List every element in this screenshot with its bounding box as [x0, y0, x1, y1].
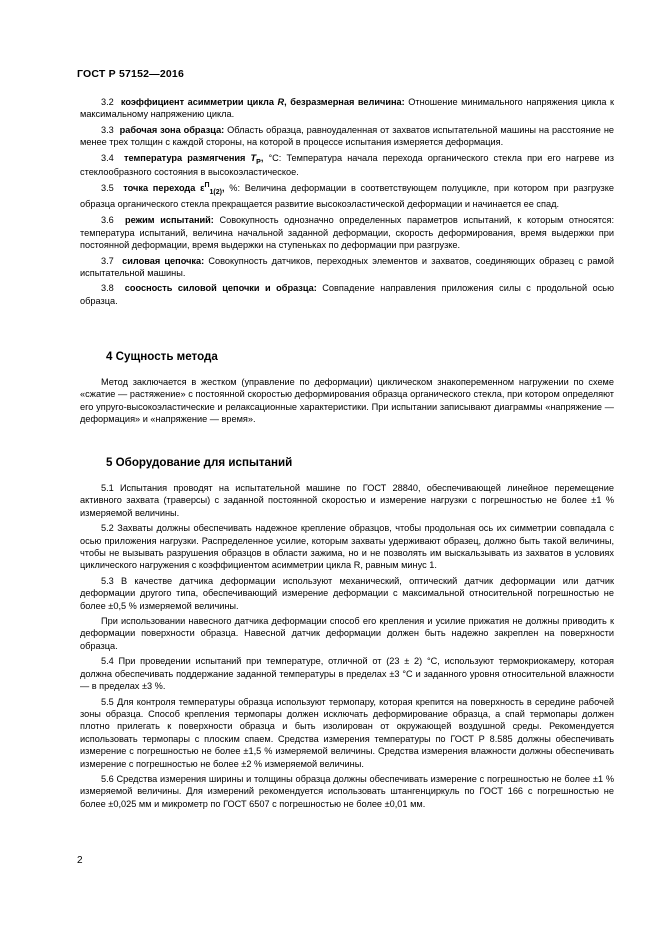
section-5-title: 5 Оборудование для испытаний [106, 456, 293, 469]
paragraph-5-3: 5.3 В качестве датчика деформации используют механический, оптический датчик деформации или датчик деформации другого типа, обеспечивающий измерение деформации с максимальной относительной погрешностью не более ±0,5 % измеряемой величины. [80, 575, 614, 611]
paragraph-5-4: 5.4 При проведении испытаний при температуре, отличной от (23 ± 2) °С, используют термокриокамеру, которая должна обеспечивать поддержание заданной температуры в пределах ±3 °С и заданного уровня относительной влажности — в пределах ±3 %. [80, 656, 614, 692]
section-4-body [80, 376, 614, 429]
paragraph-5-1: 5.1 Испытания проводят на испытательной машине по ГОСТ 28840, обеспечивающей линейное перемещение активного захвата (траверсы) с заданной постоянной скоростью и измерение нагрузки с погрешностью не более ±1 % измеряемой величины. [80, 483, 614, 518]
definition-3-4: 3.4 температура размягчения $T_P$, °С: Температура начала перехода органического стекла при его нагреве из стеклообразного состояния в высокоэластическое. [80, 152, 614, 178]
paragraph-5-2: 5.2 Захваты должны обеспечивать надежное крепление образцов, чтобы продольная ось их симметрии совпадала с осью приложения нагрузки. Распределенное усилие, которым захваты удерживают образец, должно быть такой величины, чтобы не вызывать разрушения образцов в области зажима, но и не позволять им выскальзывать из захватов в условиях циклического нагружения с коэффициентом асимметрии цикла R, равным минус 1. [80, 523, 614, 571]
definition-3-2: 3.2 коэффициент асимметрии цикла R, безразмерная величина: Отношение минимального напряжения цикла к максимальному напряжению цикла. [80, 97, 614, 120]
definitions-block [80, 96, 614, 310]
definition-3-8: 3.8 соосность силовой цепочки и образца: Совпадение направления приложения силы с продольной осью образца. [80, 283, 614, 306]
definition-3-5: 3.5 точка перехода $\varepsilon^П_{1(2)}$, %: Величина деформации в соответствующем полуцикле, при котором при разгрузке образца органического стекла прекращается развитие высокоэластической деформации и начинается ее спад. [80, 182, 615, 210]
definition-3-3: 3.3 рабочая зона образца: Область образца, равноудаленная от захватов испытательной машины на расстояние не менее трех толщин с каждой стороны, на которой в процессе испытания измеряется деформация. [80, 124, 615, 148]
paragraph-5-6: 5.6 Средства измерения ширины и толщины образца должны обеспечивать измерение с погрешностью не более ±1 % измеряемой величины. Для измерений рекомендуется использовать штангенциркуль по ГОСТ 166 с погрешностью не более ±0,025 мм и микрометр по ГОСТ 6507 с погрешностью не более ±0,01 мм. [80, 773, 614, 809]
definition-3-7: 3.7 силовая цепочка: Совокупность датчиков, переходных элементов и захватов, соединяющих образец с рамой испытательной машины. [80, 255, 614, 279]
section-4-paragraph: Метод заключается в жестком (управление по деформации) циклическом знакопеременном нагружении по схеме «сжатие — растяжение» с постоянной скоростью деформирования образца органического стекла, при котором определяют его упруго-высокоэластические и релаксационные характеристики. При испытании записывают диаграммы «напряжение — деформация» и «напряжение — время». [80, 377, 614, 425]
paragraph-5-3-note: При использовании навесного датчика деформации способ его крепления и усилие прижатия не должны приводить к деформации поверхности образца. Навесной датчик деформации должен быть надежно закреплен на поверхности образца. [80, 616, 614, 651]
section-4-title: 4 Сущность метода [106, 350, 218, 363]
section-5-body [80, 482, 614, 813]
document-header: ГОСТ Р 57152—2016 [77, 68, 185, 80]
definition-3-6: 3.6 режим испытаний: Совокупность однозначно определенных параметров испытаний, к которым относятся: температура испытаний, величина начальной заданной деформации, скорость деформирования, время выдержки при постоянной деформации, время выдержки на ступеньках по деформации при разгрузке. [80, 215, 614, 251]
page-number: 2 [77, 855, 83, 866]
paragraph-5-5: 5.5 Для контроля температуры образца используют термопару, которая крепится на поверхность в середине рабочей зоны образца. Способ крепления термопары должен исключать деформирование образца, а спай термопары должен плотно прилегать к поверхности образца и быть изолирован от окружающей воздушной среды. Рекомендуется использовать термопары с плоским спаем. Средства измерения температуры по ГОСТ Р 8.585 должны обеспечивать измерение с погрешностью не более ±1,5 % измеряемой величины. Средства измерения влажности должны обеспечивать измерение с погрешностью не более ±2 % измеряемой величины. [80, 696, 614, 769]
